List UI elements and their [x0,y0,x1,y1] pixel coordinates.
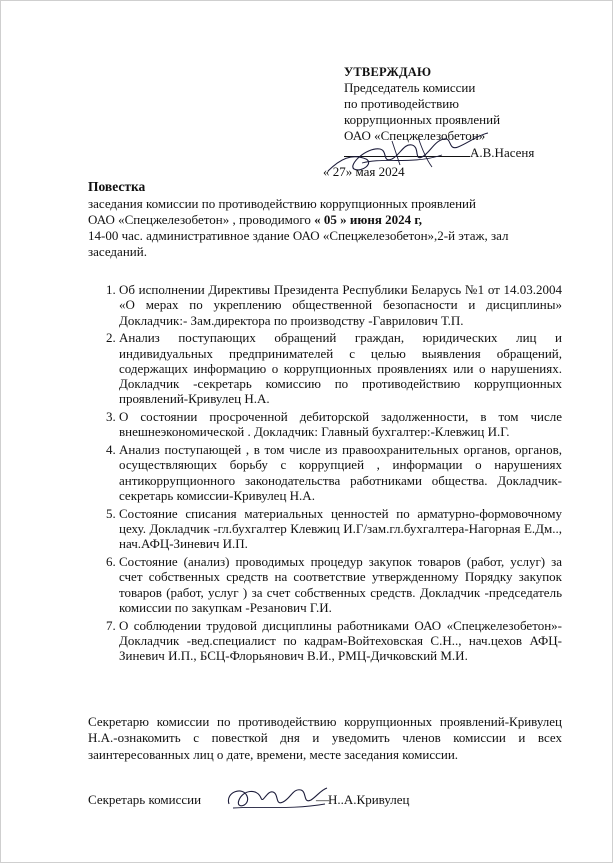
approval-date: « 27» мая 2024 [323,164,405,179]
closing-paragraph: Секретарю комиссии по противодействию коррупционных проявлений-Кривулец Н.А.-ознакомить с повесткой дня и уведомить членов комиссии и всех заинтересованных лиц о дате, времени, месте заседания комиссии. [88,714,562,762]
agenda-item: 3. О состоянии просроченной дебиторской задолженности, в том числе внешнеэкономической . Докладчик: Главный бухгалтер:-Клевжиц И.Г. [119,409,562,440]
approval-signatory: А.В.Насеня [470,145,535,160]
agenda-item: 1. Об исполнении Директивы Президента Республики Беларусь №1 от 14.03.2004 «О мерах по укреплению общественной безопасности и дисциплины» Докладчик:- Зам.директора по производству -Гаврилович Т.П. [119,282,562,328]
agenda-item: 6. Состояние (анализ) проводимых процедур закупок товаров (работ, услуг) за счет собственных средств на соответствие утвержденному Порядку закупок товаров (работ, услуг ) за счет собственных средств. Докладчик -председатель комиссии по закупкам -Резанович Г.И. [119,554,562,615]
approval-line: Председатель комиссии [344,80,476,95]
intro-text: ОАО «Спецжелезобетон» , проводимого [88,212,315,227]
document-intro [88,196,558,260]
agenda-item: 2. Анализ поступающих обращений граждан, юридических лиц и индивидуальных предпринимателей с целью выявления обращений, содержащих информацию о коррупционных проявлениях или о нарушениях. Докладчик -секретарь комиссию по противодействию коррупционных проявлений-Кривулец Н.А. [119,330,562,406]
approval-heading: УТВЕРЖДАЮ [344,65,432,79]
agenda-item: 7. О соблюдении трудовой дисциплины работниками ОАО «Спецжелезобетон»-Докладчик -вед.специалист по кадрам-Войтеховская С.Н.., нач.цехов АФЦ-Зиневич И.П., БСЦ-Флорьянович В.И., РМЦ-Дичковский М.И. [119,618,562,664]
intro-line: заседания комиссии по противодействию коррупционных проявлений [88,196,476,211]
agenda-list [88,282,562,666]
secretary-signature-icon [221,780,331,816]
intro-line [88,212,558,228]
approval-line: коррупционных проявлений [344,112,501,127]
meeting-date: « 05 » июня 2024 г, [314,212,423,227]
approval-line: ОАО «Спецжелезобетон» [344,128,486,143]
secretary-name: Н..А.Кривулец [328,792,410,807]
secretary-label: Секретарь комиссии [88,792,202,807]
agenda-item: 4. Анализ поступающей , в том числе из правоохранительных органов, органов, осуществляющих борьбу с коррупцией , информации о нарушениях антикоррупционного законодательства работниками общества. Докладчик-секретарь комиссии-Кривулец Н.А. [119,442,562,503]
intro-line: 14-00 час. административное здание ОАО «Спецжелезобетон»,2-й этаж, зал заседаний. [88,228,509,259]
agenda-item: 5. Состояние списания материальных ценностей по арматурно-формовочному цеху. Докладчик -гл.бухгалтер Клевжиц И.Г/зам.гл.бухгалтера-Нагорная Е.Дм.., нач.АФЦ-Зиневич И.П. [119,506,562,552]
secretary-signoff [88,792,410,808]
approval-line: по противодействию [344,96,459,111]
document-title: Повестка [88,179,146,194]
secretary-dash: — [316,792,329,807]
